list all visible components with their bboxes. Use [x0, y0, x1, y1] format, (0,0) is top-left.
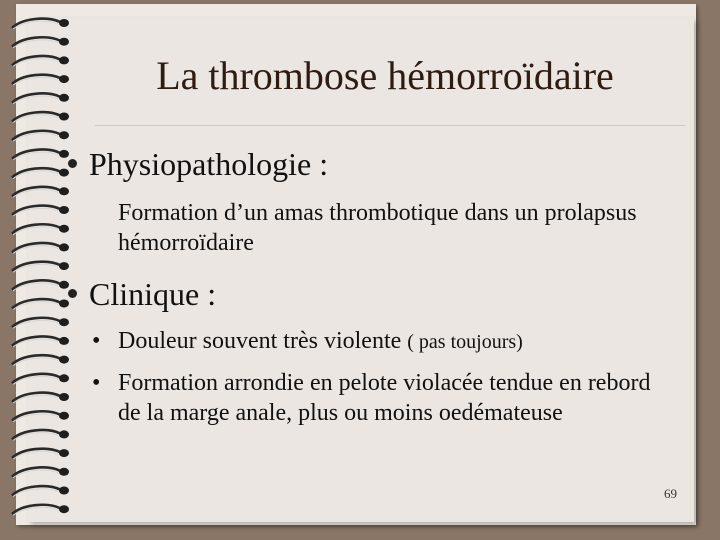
title-divider — [95, 125, 685, 126]
binding-ring — [12, 56, 69, 66]
binding-ring — [12, 374, 69, 384]
binding-ring — [12, 393, 69, 403]
section-heading-physiopathologie — [68, 146, 328, 183]
binding-ring — [12, 430, 69, 440]
binding-ring — [12, 262, 69, 272]
heading-bullet-icon — [68, 289, 77, 298]
binding-ring — [12, 411, 69, 421]
heading-text: Physiopathologie : — [89, 146, 329, 182]
section-heading-clinique — [68, 276, 216, 313]
binding-ring — [12, 280, 69, 290]
binding-ring — [12, 75, 69, 85]
binding-ring — [12, 224, 69, 234]
binding-ring — [12, 467, 69, 477]
heading-bullet-icon — [68, 159, 77, 168]
binding-ring — [12, 486, 69, 496]
binding-ring — [12, 243, 69, 253]
binding-ring — [12, 187, 69, 197]
slide-title: La thrombose hémorroïdaire — [156, 53, 614, 98]
binding-ring — [12, 93, 69, 103]
bullet-aside-text: ( pas toujours) — [407, 331, 523, 353]
bullet-dot-icon: • — [92, 370, 101, 396]
binding-ring — [12, 168, 69, 178]
bullet-text: Formation arrondie en pelote violacée tendue en rebord de la marge anale, plus ou moins oedémateuse — [118, 370, 651, 426]
bullet-text — [118, 326, 523, 357]
page-number: 69 — [664, 486, 677, 501]
bullet-item — [92, 368, 682, 428]
binding-ring — [12, 299, 69, 309]
bullet-dot-icon: • — [92, 328, 101, 354]
binding-ring — [12, 131, 69, 141]
binding-ring — [12, 337, 69, 347]
binding-ring — [12, 37, 69, 47]
binding-ring — [12, 150, 69, 160]
binding-ring — [12, 449, 69, 459]
binding-ring — [12, 318, 69, 328]
bullet-main-text: Douleur souvent très violente — [118, 328, 402, 354]
binding-ring — [12, 206, 69, 216]
physiopathologie-text: Formation d’un amas thrombotique dans un prolapsus hémorroïdaire — [118, 200, 637, 256]
heading-text: Clinique : — [89, 276, 217, 312]
binding-ring — [12, 355, 69, 365]
binding-ring — [12, 112, 69, 122]
binding-ring — [12, 19, 69, 29]
bullet-item — [92, 326, 682, 357]
binding-ring — [12, 505, 69, 515]
